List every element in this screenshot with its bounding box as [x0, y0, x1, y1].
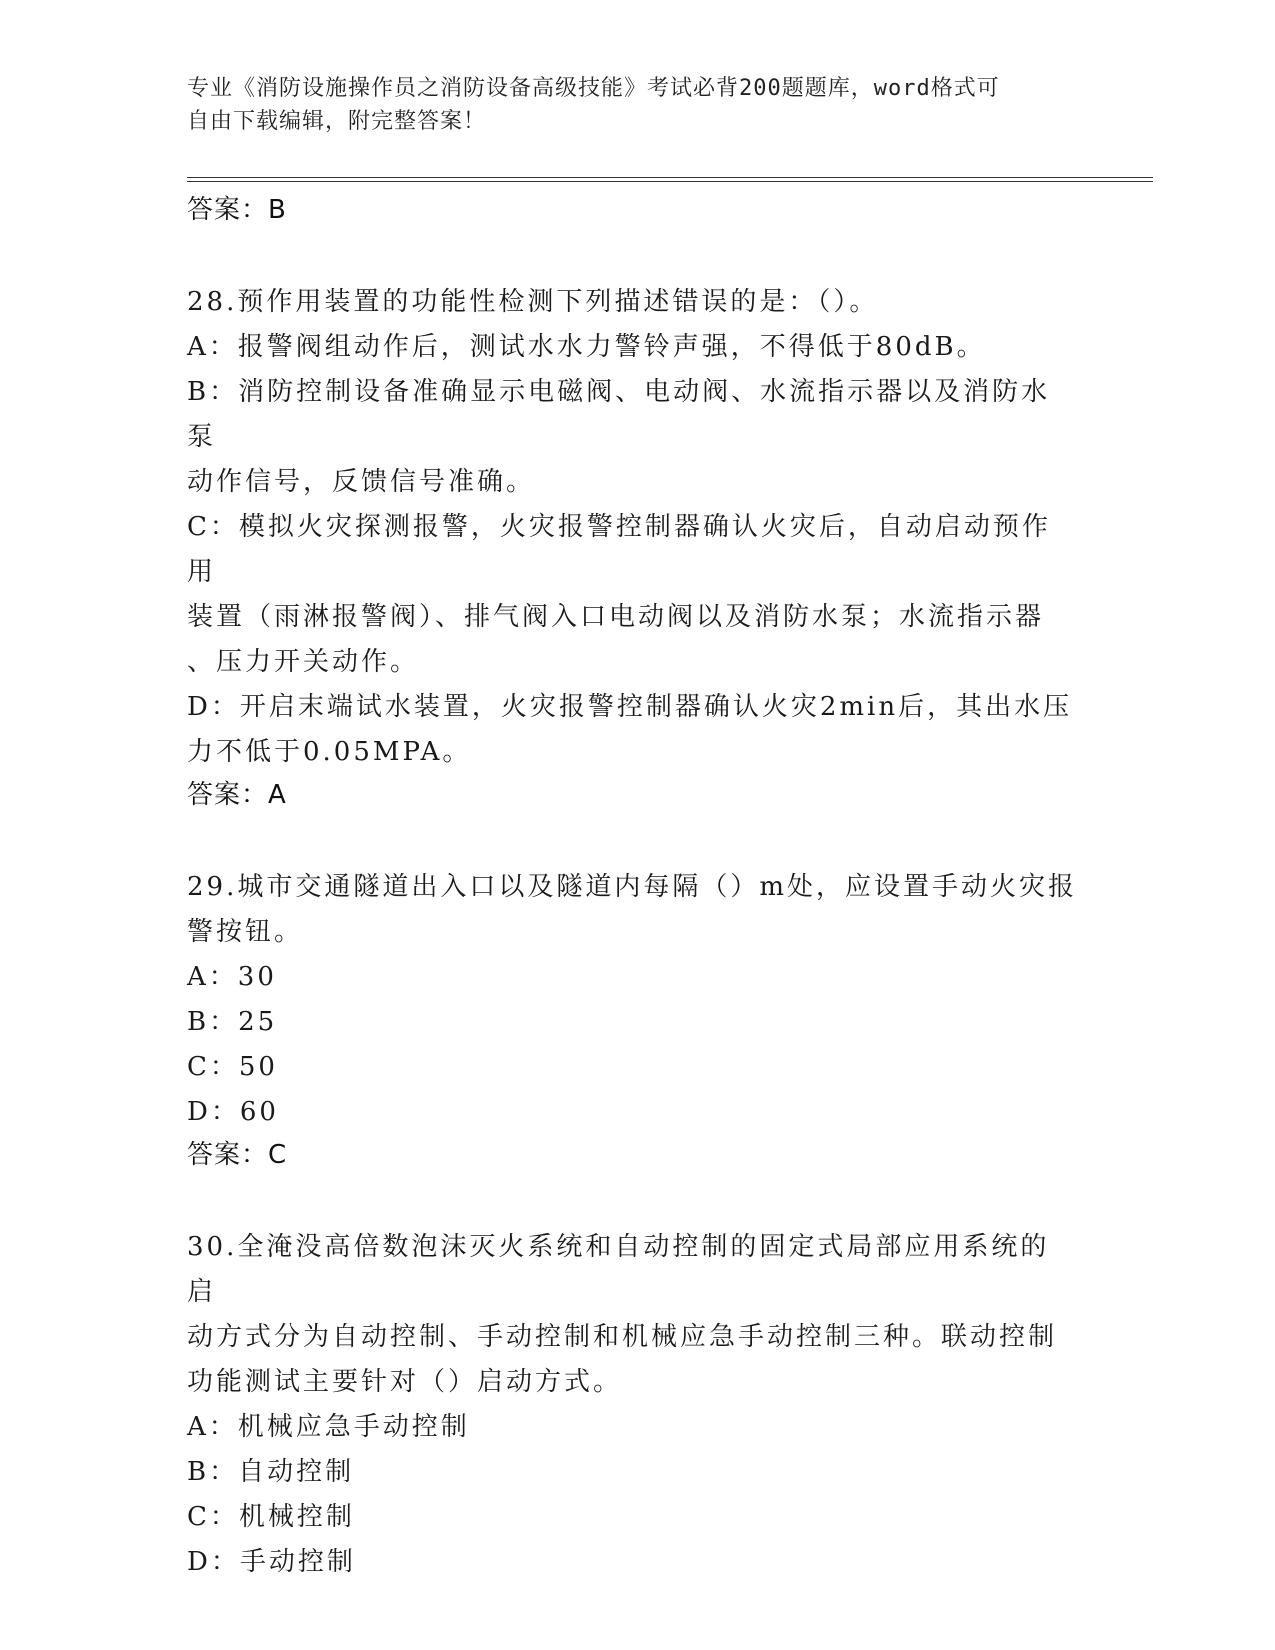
question-29-option-d: D：60: [187, 1097, 279, 1127]
question-28-option-d-cont: 力不低于0.05MPA。: [187, 737, 472, 767]
question-28-option-b: B：消防控制设备准确显示电磁阀、电动阀、水流指示器以及消防水泵: [187, 377, 1051, 452]
document-header: [187, 72, 1087, 138]
header-line-2: 自由下载编辑，附完整答案！: [187, 109, 487, 134]
question-29-option-b: B：25: [187, 1007, 278, 1037]
question-30-stem: 30.全淹没高倍数泡沫灭火系统和自动控制的固定式局部应用系统的启: [187, 1232, 1050, 1307]
spacer: [187, 1175, 1077, 1225]
question-28-stem: 28.预作用装置的功能性检测下列描述错误的是：（）。: [187, 287, 879, 317]
question-30-option-a: A：机械应急手动控制: [187, 1412, 470, 1442]
header-line-1: 专业《消防设施操作员之消防设备高级技能》考试必背200题题库，word格式可: [187, 76, 1000, 101]
question-28-option-b-cont: 动作信号，反馈信号准确。: [187, 467, 536, 497]
question-28: [187, 280, 1077, 815]
question-28-option-c-cont: 装置（雨淋报警阀）、排气阀入口电动阀以及消防水泵；水流指示器: [187, 602, 1045, 632]
question-30: [187, 1225, 1077, 1585]
question-29-answer: 答案：C: [187, 1140, 288, 1170]
question-30-option-d: D：手动控制: [187, 1547, 356, 1577]
question-29: [187, 865, 1077, 1175]
question-30-option-c: C：机械控制: [187, 1502, 355, 1532]
header-divider: [187, 177, 1153, 182]
question-30-option-b: B：自动控制: [187, 1457, 355, 1487]
document-body: [187, 190, 1077, 1585]
question-29-option-c: C：50: [187, 1052, 278, 1082]
question-28-option-d: D：开启末端试水装置，火灾报警控制器确认火灾2min后，其出水压: [187, 692, 1073, 722]
spacer: [187, 815, 1077, 865]
question-29-stem: 29.城市交通隧道出入口以及隧道内每隔（）m处，应设置手动火灾报: [187, 872, 1078, 902]
spacer: [187, 230, 1077, 280]
question-29-option-a: A：30: [187, 962, 277, 992]
question-30-stem-cont: 动方式分为自动控制、手动控制和机械应急手动控制三种。联动控制: [187, 1322, 1058, 1352]
question-30-stem-cont2: 功能测试主要针对（）启动方式。: [187, 1367, 623, 1397]
question-28-option-c-cont2: 、压力开关动作。: [187, 647, 420, 677]
question-28-option-a: A：报警阀组动作后，测试水水力警铃声强，不得低于80dB。: [187, 332, 986, 362]
question-28-answer: 答案：A: [187, 780, 287, 810]
question-28-option-c: C：模拟火灾探测报警，火灾报警控制器确认火灾后，自动启动预作用: [187, 512, 1051, 587]
question-29-stem-cont: 警按钮。: [187, 917, 304, 947]
answer-previous: 答案：B: [187, 195, 287, 225]
